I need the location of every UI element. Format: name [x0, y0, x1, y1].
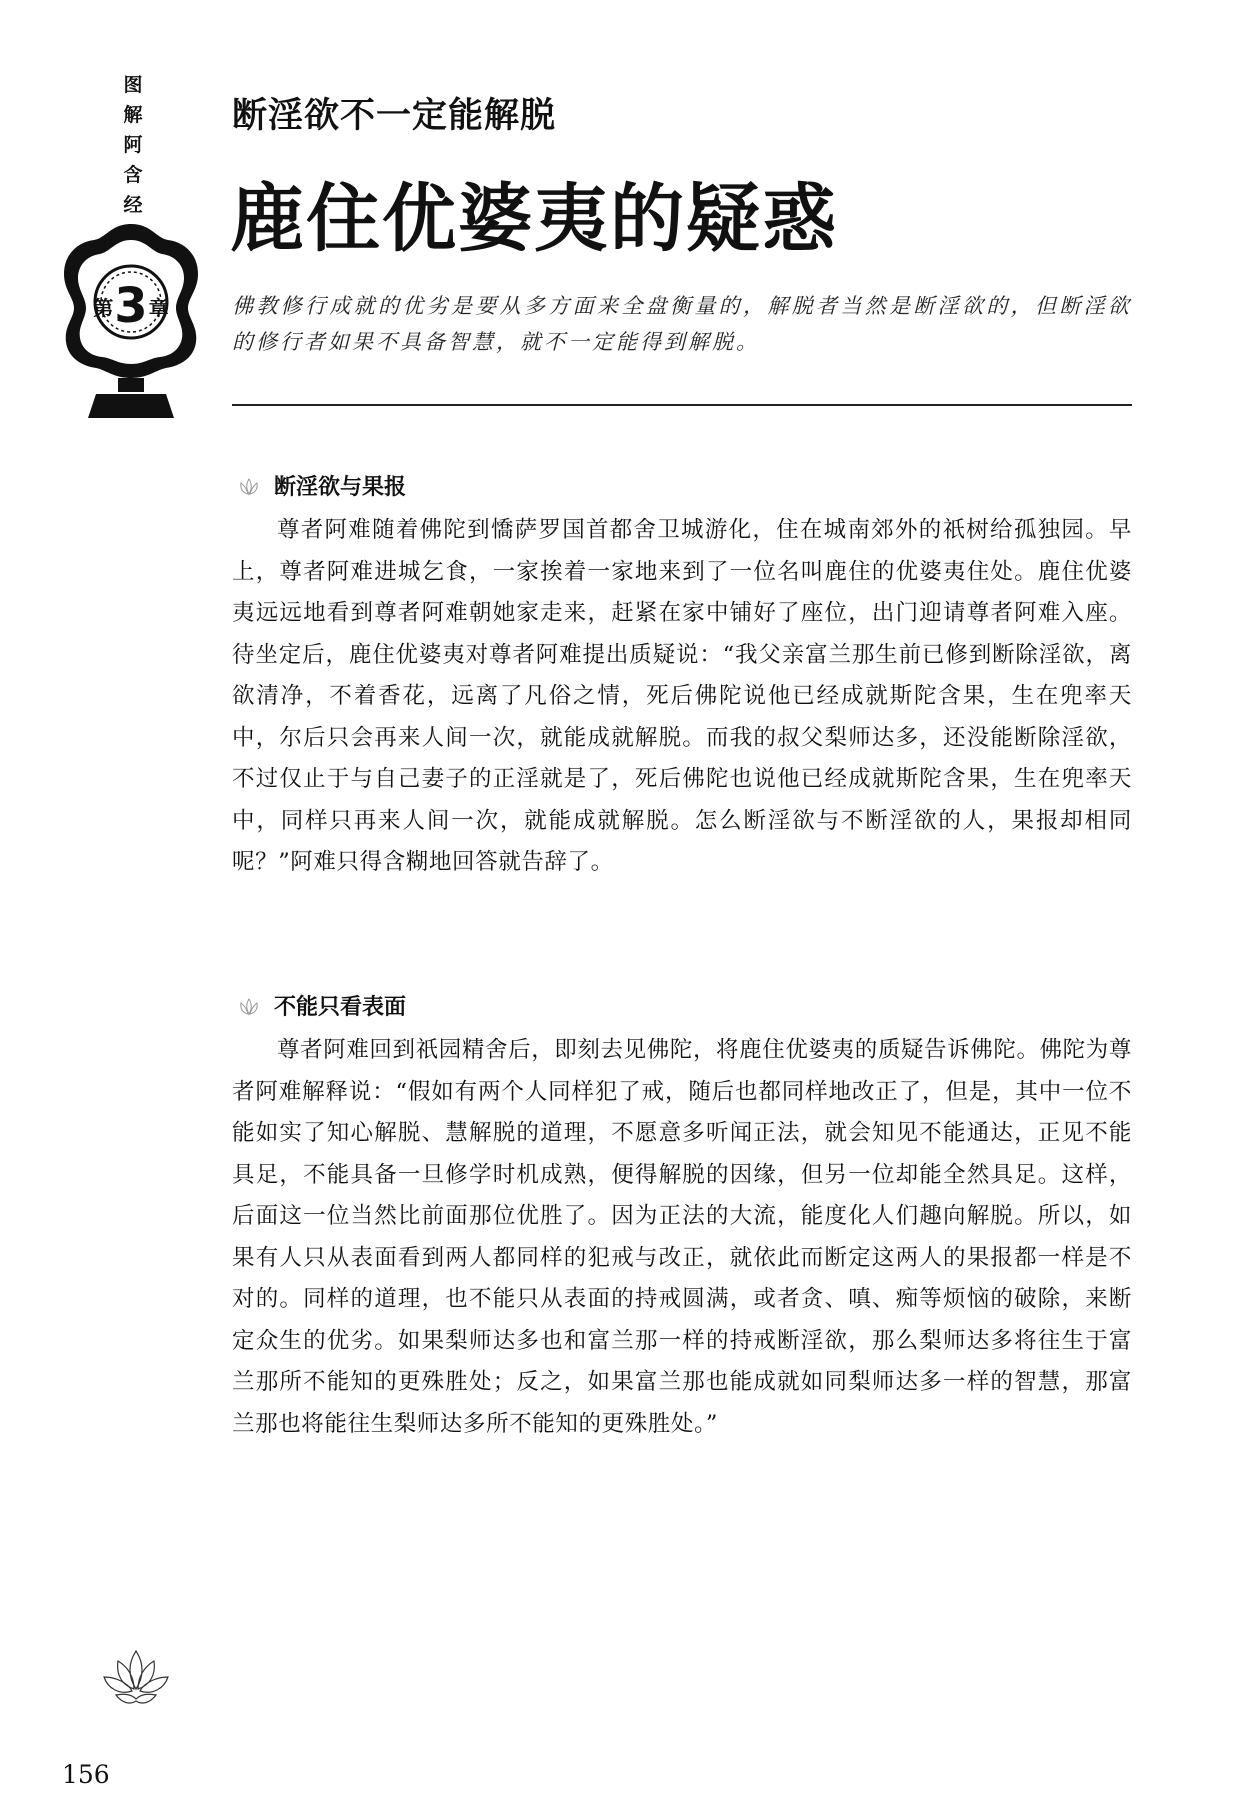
- page-title: 鹿住优婆夷的疑惑: [230, 176, 838, 262]
- lotus-icon: [232, 995, 266, 1017]
- section-body: 尊者阿难随着佛陀到憍萨罗国首都舍卫城游化，住在城南郊外的祇树给孤独园。早上，尊者阿难进城乞食，一家挨着一家地来到了一位名叫鹿住的优婆夷住处。鹿住优婆夷远远地看到尊者阿难朝她家走来，赶紧在家中铺好了座位，出门迎请尊者阿难入座。待坐定后，鹿住优婆夷对尊者阿难提出质疑说：“我父亲富兰那生前已修到断除淫欲，离欲清净，不着香花，远离了凡俗之情，死后佛陀说他已经成就斯陀含果，生在兜率天中，尔后只会再来人间一次，就能成就解脱。而我的叔父梨师达多，还没能断除淫欲，不过仅止于与自己妻子的正淫就是了，死后佛陀也说他已经成就斯陀含果，生在兜率天中，同样只再来人间一次，就能成就解脱。怎么断淫欲与不断淫欲的人，果报却相同呢？”阿难只得含糊地回答就告辞了。: [232, 517, 1132, 875]
- chapter-suffix: 章: [148, 295, 169, 320]
- section-heading-text: 断淫欲与果报: [274, 475, 407, 500]
- intro-text: 佛教修行成就的优劣是要从多方面来全盘衡量的，解脱者当然是断淫欲的，但断淫欲的修行者如果不具备智慧，就不一定能得到解脱。: [232, 294, 1132, 354]
- section-heading: [232, 990, 406, 1021]
- lotus-icon: [232, 475, 266, 497]
- section-heading: [232, 470, 406, 501]
- side-title-char: 含: [123, 164, 143, 186]
- chapter-number: 3: [114, 278, 148, 334]
- page-subtitle: 断淫欲不一定能解脱: [232, 95, 557, 136]
- lotus-flower-icon: [96, 1643, 176, 1713]
- divider: [232, 404, 1132, 406]
- side-title-char: 阿: [123, 134, 143, 156]
- page-number: 156: [62, 1760, 110, 1789]
- side-title-char: 经: [123, 194, 143, 216]
- chapter-badge: [82, 276, 180, 336]
- section-body: 尊者阿难回到祇园精舍后，即刻去见佛陀，将鹿住优婆夷的质疑告诉佛陀。佛陀为尊者阿难解释说：“假如有两个人同样犯了戒，随后也都同样地改正了，但是，其中一位不能如实了知心解脱、慧解脱的道理，不愿意多听闻正法，就会知见不能通达，正见不能具足，不能具备一旦修学时机成熟，便得解脱的因缘，但另一位却能全然具足。这样，后面这一位当然比前面那位优胜了。因为正法的大流，能度化人们趣向解脱。所以，如果有人只从表面看到两人都同样的犯戒与改正，就依此而断定这两人的果报都一样是不对的。同样的道理，也不能只从表面的持戒圆满，或者贪、嗔、痴等烦恼的破除，来断定众生的优劣。如果梨师达多也和富兰那一样的持戒断淫欲，那么梨师达多将往生于富兰那所不能知的更殊胜处；反之，如果富兰那也能成就如同梨师达多一样的智慧，那富兰那也将能往生梨师达多所不能知的更殊胜处。”: [232, 1037, 1132, 1437]
- side-title-char: 图: [123, 74, 143, 96]
- book-side-title: [118, 70, 148, 220]
- chapter-prefix: 第: [93, 295, 114, 320]
- section-heading-text: 不能只看表面: [274, 995, 407, 1020]
- side-title-char: 解: [123, 104, 143, 126]
